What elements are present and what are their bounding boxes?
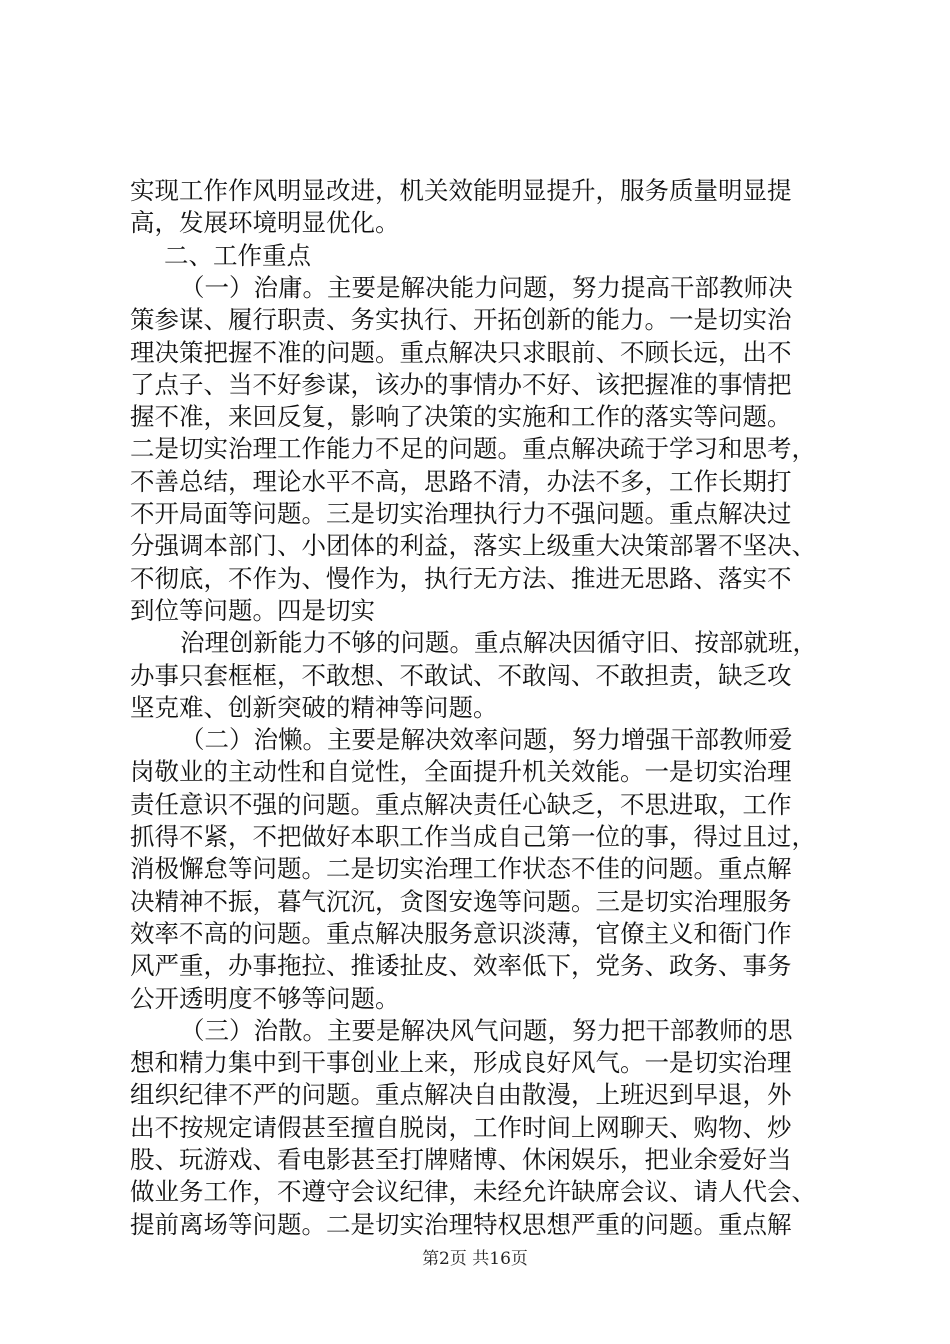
text-line: 不彻底，不作为、慢作为，执行无方法、推进无思路、落实不: [130, 563, 792, 593]
text-line: （二）治懒。主要是解决效率问题，努力增强干部教师爱: [180, 725, 793, 755]
text-line: 理决策把握不准的问题。重点解决只求眼前、不顾长远，出不: [130, 337, 792, 367]
text-line: （一）治庸。主要是解决能力问题，努力提高干部教师决: [180, 272, 793, 302]
text-line: （三）治散。主要是解决风气问题，努力把干部教师的思: [180, 1015, 793, 1045]
text-line: 实现工作作风明显改进，机关效能明显提升，服务质量明显提: [130, 176, 792, 205]
text-line: 到位等问题。四是切实: [130, 595, 375, 625]
text-line: 出不按规定请假甚至擅自脱岗，工作时间上网聊天、购物、炒: [130, 1112, 792, 1142]
page-number-footer: 第2页 共16页: [422, 1249, 528, 1269]
text-line: 高，发展环境明显优化。: [130, 208, 400, 238]
text-line: 风严重，办事拖拉、推诿扯皮、效率低下，党务、政务、事务: [130, 951, 792, 981]
text-line: 股、玩游戏、看电影甚至打牌赌博、休闲娱乐，把业余爱好当: [130, 1145, 792, 1174]
text-line: 抓得不紧，不把做好本职工作当成自己第一位的事，得过且过，: [130, 822, 816, 851]
text-line: 岗敬业的主动性和自觉性，全面提升机关效能。一是切实治理: [130, 757, 792, 787]
text-line: 消极懈怠等问题。二是切实治理工作状态不佳的问题。重点解: [130, 854, 792, 884]
text-line: 坚克难、创新突破的精神等问题。: [130, 692, 498, 722]
text-line: 决精神不振，暮气沉沉，贪图安逸等问题。三是切实治理服务: [130, 886, 792, 916]
text-line: 做业务工作，不遵守会议纪律，未经允许缺席会议、请人代会、: [130, 1177, 816, 1207]
text-line: 不开局面等问题。三是切实治理执行力不强问题。重点解决过: [130, 499, 792, 528]
text-line: 不善总结，理论水平不高，思路不清，办法不多，工作长期打: [130, 466, 792, 496]
text-line: 办事只套框框，不敢想、不敢试、不敢闯、不敢担责，缺乏攻: [130, 660, 792, 690]
text-line: 想和精力集中到干事创业上来，形成良好风气。一是切实治理: [130, 1048, 792, 1078]
text-line: 握不准，来回反复，影响了决策的实施和工作的落实等问题。: [130, 402, 792, 432]
text-line: 责任意识不强的问题。重点解决责任心缺乏，不思进取，工作: [130, 789, 792, 819]
text-line: 分强调本部门、小团体的利益，落实上级重大决策部署不坚决、: [130, 531, 816, 561]
text-line: 组织纪律不严的问题。重点解决自由散漫，上班迟到早退，外: [130, 1080, 792, 1110]
text-line: 二、工作重点: [164, 240, 311, 270]
text-line: 二是切实治理工作能力不足的问题。重点解决疏于学习和思考，: [130, 434, 816, 464]
text-line: 了点子、当不好参谋，该办的事情办不好、该把握准的事情把: [130, 369, 792, 399]
text-line: 治理创新能力不够的问题。重点解决因循守旧、按部就班，: [180, 628, 817, 658]
text-line: 提前离场等问题。二是切实治理特权思想严重的问题。重点解: [130, 1209, 792, 1239]
text-line: 效率不高的问题。重点解决服务意识淡薄，官僚主义和衙门作: [130, 918, 792, 948]
text-line: 策参谋、履行职责、务实执行、开拓创新的能力。一是切实治: [130, 305, 792, 335]
text-line: 公开透明度不够等问题。: [130, 983, 400, 1013]
